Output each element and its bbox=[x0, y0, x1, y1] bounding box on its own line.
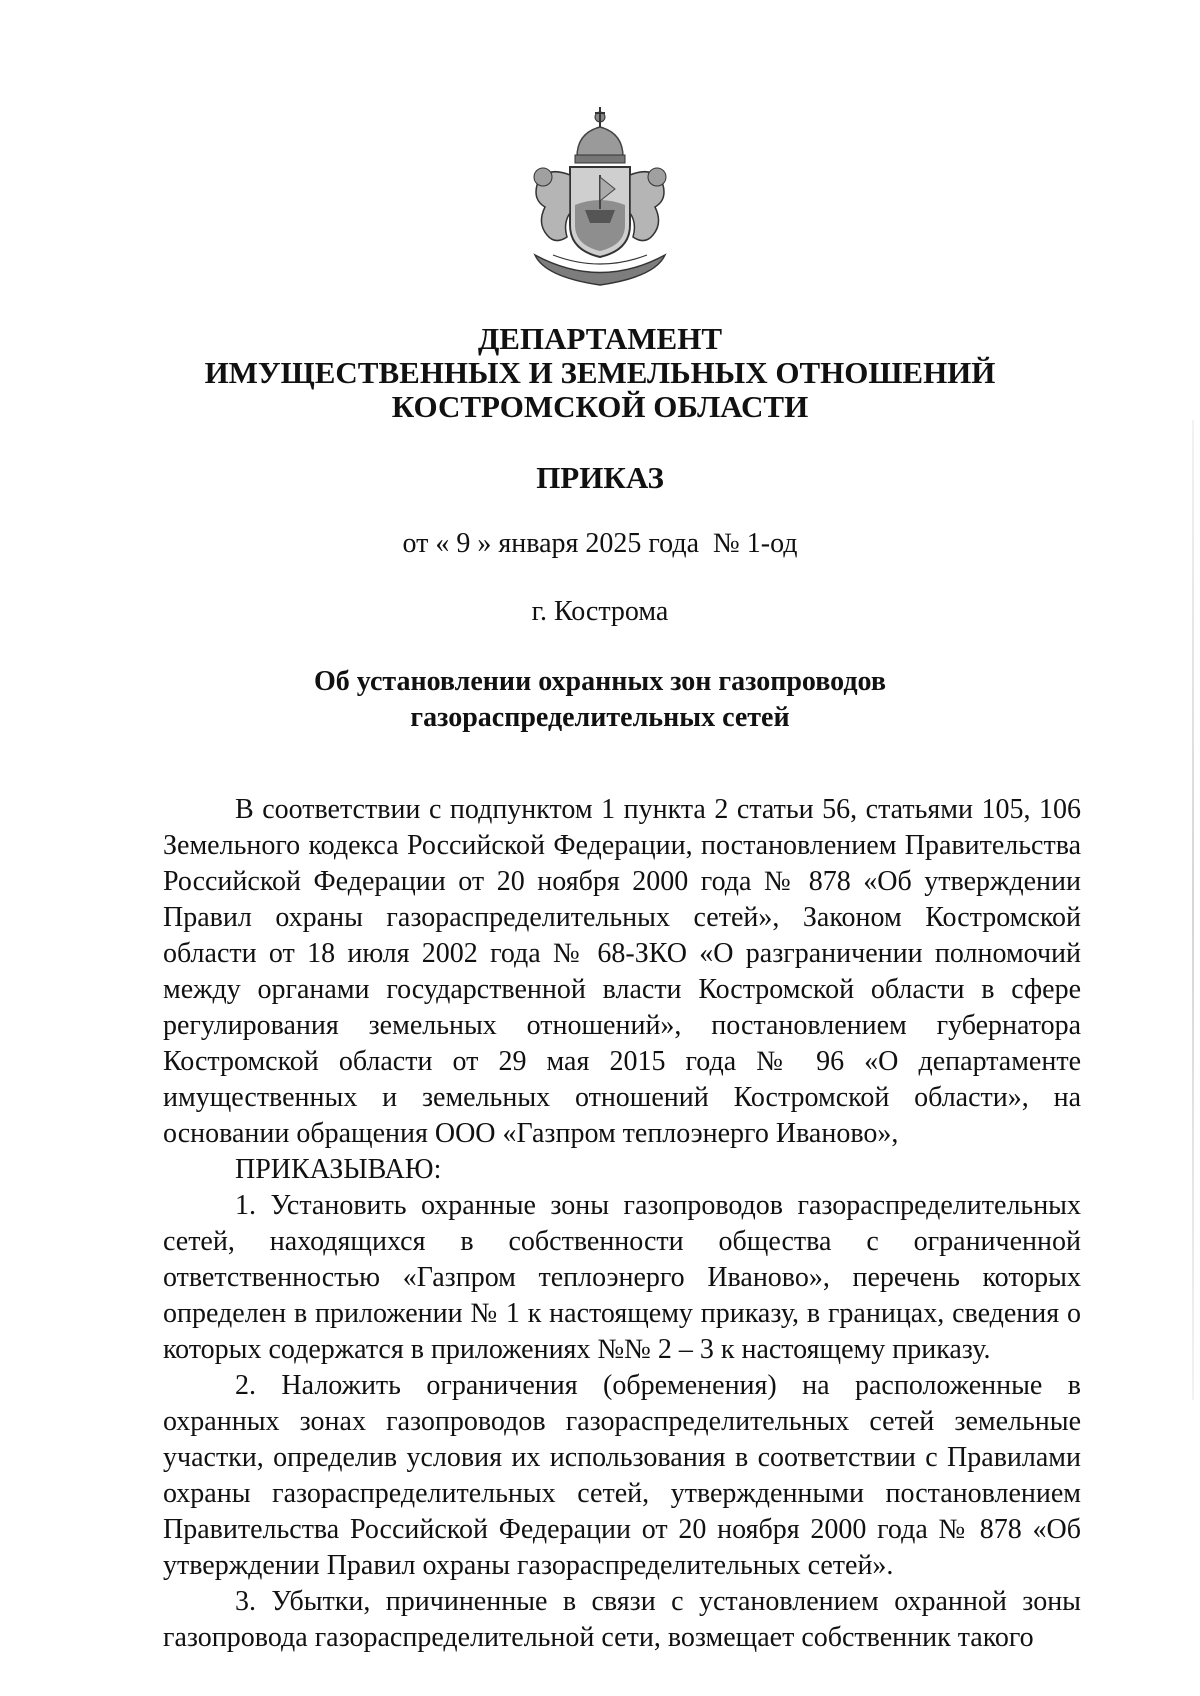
ordering-word: ПРИКАЗЫВАЮ: bbox=[235, 1154, 442, 1185]
department-name bbox=[0, 322, 1200, 424]
preamble-paragraph: В соответствии с подпунктом 1 пункта 2 статьи 56, статьями 105, 106 Земельного кодекса Российской Федерации, постановлением Правительства Российской Федерации от 20 ноября 2000 года № 878 «Об утверждении Правил охраны газораспределительных сетей», Законом Костромской области от 18 июля 2002 года № 68-ЗКО «О разграничении полномочий между органами государственной власти Костромской области в сфере регулирования земельных отношений», постановлением губернатора Костромской области от 29 мая 2015 года № 96 «О департаменте имущественных и земельных отношений Костромской области», на основании обращения ООО «Газпром теплоэнерго Иваново», bbox=[163, 794, 1081, 1149]
document-subject-line1: Об установлении охранных зон газопроводов bbox=[314, 666, 886, 697]
scan-edge-shadow bbox=[1192, 420, 1194, 1400]
document-subject-line2: газораспределительных сетей bbox=[410, 702, 790, 733]
document-date-number: от « 9 » января 2025 года № 1-од bbox=[402, 528, 798, 559]
document-body bbox=[163, 792, 1081, 1656]
item-3-paragraph: 3. Убытки, причиненные в связи с установлением охранной зоны газопровода газораспределительной сети, возмещает собственник такого bbox=[163, 1586, 1081, 1653]
department-name-line1: ДЕПАРТАМЕНТ bbox=[477, 321, 723, 356]
department-name-line2: ИМУЩЕСТВЕННЫХ И ЗЕМЕЛЬНЫХ ОТНОШЕНИЙ bbox=[204, 355, 996, 390]
kostroma-coat-of-arms-icon bbox=[515, 105, 685, 295]
document-subject bbox=[0, 664, 1200, 736]
item-1-paragraph: 1. Установить охранные зоны газопроводов газораспределительных сетей, находящихся в собственности общества с ограниченной ответственностью «Газпром теплоэнерго Иваново», перечень которых определен в приложении № 1 к настоящему приказу, в границах, сведения о которых содержатся в приложениях №№ 2 – 3 к настоящему приказу. bbox=[163, 1190, 1081, 1365]
document-city: г. Кострома bbox=[531, 596, 669, 627]
department-name-line3: КОСТРОМСКОЙ ОБЛАСТИ bbox=[391, 389, 809, 424]
item-2-paragraph: 2. Наложить ограничения (обременения) на расположенные в охранных зонах газопроводов газораспределительных сетей земельные участки, определив условия их использования в соответствии с Правилами охраны газораспределительных сетей, утвержденными постановлением Правительства Российской Федерации от 20 ноября 2000 года № 878 «Об утверждении Правил охраны газораспределительных сетей». bbox=[163, 1370, 1081, 1581]
document-type: ПРИКАЗ bbox=[536, 460, 664, 495]
